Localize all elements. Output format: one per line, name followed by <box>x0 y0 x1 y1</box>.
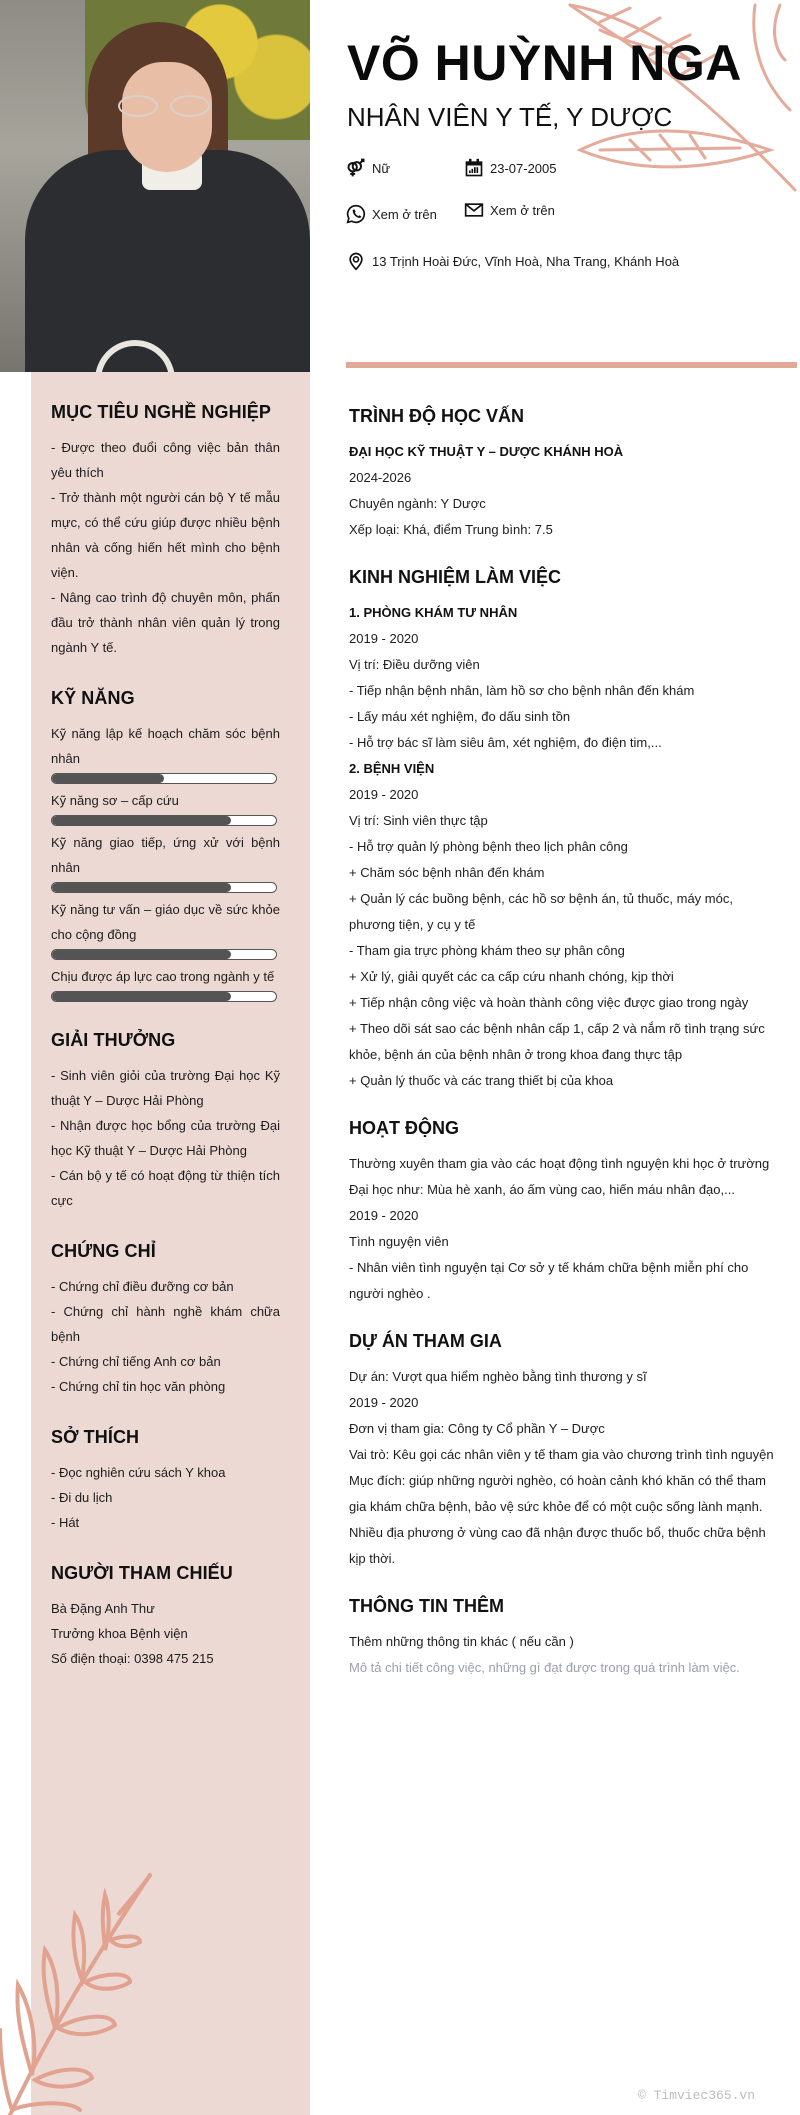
candidate-name: VÕ HUỲNH NGA <box>347 35 742 91</box>
additional-placeholder: Mô tả chi tiết công việc, những gì đạt được trong quá trình làm việc. <box>349 1660 740 1675</box>
job-title: NHÂN VIÊN Y TẾ, Y DƯỢC <box>347 102 673 132</box>
education-major: Chuyên ngành: Y Dược <box>349 496 486 511</box>
phone-value: Xem ở trên <box>372 206 437 222</box>
skill-item <box>51 830 280 893</box>
skill-fill <box>52 950 231 959</box>
skill-item <box>51 897 280 960</box>
job-line: - Tiếp nhận bệnh nhân, làm hồ sơ cho bệnh nhân đến khám <box>349 683 695 698</box>
section-title: GIẢI THƯỞNG <box>51 1030 176 1050</box>
job-line: + Chăm sóc bệnh nhân đến khám <box>349 865 545 880</box>
skill-fill <box>52 992 231 1001</box>
objective-section <box>51 402 280 660</box>
awards-section <box>51 1030 280 1213</box>
section-title: THÔNG TIN THÊM <box>349 1596 504 1616</box>
gender-value: Nữ <box>372 160 391 176</box>
profile-photo <box>0 0 310 372</box>
skill-bar <box>51 991 277 1002</box>
header <box>346 0 800 372</box>
sidebar <box>31 372 310 2115</box>
project-purpose: Mục đích: giúp những người nghèo, có hoàn cảnh khó khăn có thể tham gia khám chữa bệnh, bảo vệ sức khỏe để có một cuộc sống lành mạnh. Nhiều địa phương ở vùng cao đã nhận được thuốc bổ, thuốc chữa bệnh kịp thời. <box>349 1473 766 1566</box>
hobby-line: - Đi du lịch <box>51 1490 113 1505</box>
job-entry <box>349 600 779 756</box>
certificate-line: - Chứng chỉ tiếng Anh cơ bản <box>51 1354 221 1369</box>
job-line: + Tiếp nhận công việc và hoàn thành công việc được giao trong ngày <box>349 995 749 1010</box>
job-line: + Quản lý các buồng bệnh, các hồ sơ bệnh án, tủ thuốc, máy móc, phương tiện, y cụ y tế <box>349 891 733 932</box>
gender-info <box>346 158 390 178</box>
objective-line: - Được theo đuổi công việc bản thân yêu thích <box>51 440 280 480</box>
skill-bar <box>51 882 277 893</box>
skill-label: Chịu được áp lực cao trong ngành y tế <box>51 969 275 984</box>
job-line: - Lấy máu xét nghiệm, đo dấu sinh tồn <box>349 709 571 724</box>
project-unit: Đơn vị tham gia: Công ty Cổ phần Y – Dược <box>349 1421 605 1436</box>
job-entry <box>349 756 779 1094</box>
header-divider <box>346 362 797 368</box>
address-info <box>346 251 679 271</box>
activity-period: 2019 - 2020 <box>349 1208 419 1223</box>
certificate-line: - Chứng chỉ hành nghề khám chữa bệnh <box>51 1304 280 1344</box>
skill-label: Kỹ năng lập kế hoạch chăm sóc bệnh nhân <box>51 726 280 766</box>
skill-item <box>51 788 280 826</box>
education-period: 2024-2026 <box>349 470 412 485</box>
email-value: Xem ở trên <box>490 202 555 218</box>
section-title: CHỨNG CHỈ <box>51 1241 156 1261</box>
section-title: NGƯỜI THAM CHIẾU <box>51 1563 233 1583</box>
job-line: - Hỗ trợ quản lý phòng bệnh theo lịch phân công <box>349 839 628 854</box>
experience-section <box>349 567 779 1094</box>
job-line: - Tham gia trực phòng khám theo sự phân công <box>349 943 625 958</box>
skills-section <box>51 688 280 1002</box>
skill-bar <box>51 815 277 826</box>
address-value: 13 Trịnh Hoài Đức, Vĩnh Hoà, Nha Trang, Khánh Hoà <box>372 253 680 269</box>
award-line: - Nhận được học bổng của trường Đại học Kỹ thuật Y – Dược Hải Phòng <box>51 1118 280 1158</box>
activities-section <box>349 1118 779 1307</box>
section-title: KINH NGHIỆM LÀM VIỆC <box>349 567 562 587</box>
certificate-line: - Chứng chỉ tin học văn phòng <box>51 1379 226 1394</box>
project-name: Dự án: Vượt qua hiểm nghèo bằng tình thương y sĩ <box>349 1369 647 1384</box>
phone-info <box>346 204 437 224</box>
job-position: Vị trí: Điều dưỡng viên <box>349 657 480 672</box>
skill-item <box>51 964 280 1002</box>
award-line: - Sinh viên giỏi của trường Đại học Kỹ thuật Y – Dược Hải Phòng <box>51 1068 280 1108</box>
phone-icon <box>346 204 366 224</box>
envelope-icon <box>464 200 484 220</box>
section-title: HOẠT ĐỘNG <box>349 1118 459 1138</box>
skill-label: Kỹ năng giao tiếp, ứng xử với bệnh nhân <box>51 835 280 875</box>
references-section <box>51 1563 280 1671</box>
dob-value: 23-07-2005 <box>490 160 557 176</box>
watermark: © Timviec365.vn <box>638 2088 756 2103</box>
job-line: + Xử lý, giải quyết các ca cấp cứu nhanh chóng, kịp thời <box>349 969 674 984</box>
objective-line: - Trở thành một người cán bộ Y tế mẫu mực, có thể cứu giúp được nhiều bệnh nhân và cống hiến hết mình cho bệnh viện. <box>51 490 280 580</box>
skill-label: Kỹ năng tư vấn – giáo dục về sức khỏe cho cộng đồng <box>51 902 280 942</box>
activity-role: Tình nguyện viên <box>349 1234 449 1249</box>
certificates-section <box>51 1241 280 1399</box>
additional-section <box>349 1596 779 1681</box>
job-company: 2. BỆNH VIỆN <box>349 761 435 776</box>
skill-fill <box>52 816 231 825</box>
education-section <box>349 406 779 543</box>
dob-info <box>464 158 557 178</box>
skill-bar <box>51 773 277 784</box>
email-info <box>464 200 555 220</box>
job-period: 2019 - 2020 <box>349 631 419 646</box>
photo-glasses <box>118 95 216 119</box>
section-title: SỞ THÍCH <box>51 1427 140 1447</box>
gender-icon <box>346 158 366 178</box>
project-period: 2019 - 2020 <box>349 1395 419 1410</box>
section-title: TRÌNH ĐỘ HỌC VẤN <box>349 406 524 426</box>
reference-line: Trưởng khoa Bệnh viện <box>51 1626 188 1641</box>
hobbies-section <box>51 1427 280 1535</box>
project-role: Vai trò: Kêu gọi các nhân viên y tế tham gia vào chương trình tình nguyện <box>349 1447 774 1462</box>
award-line: - Cán bộ y tế có hoạt động từ thiện tích cực <box>51 1168 280 1208</box>
map-pin-icon <box>346 251 366 271</box>
job-line: + Quản lý thuốc và các trang thiết bị của khoa <box>349 1073 614 1088</box>
projects-section <box>349 1331 779 1572</box>
section-title: DỰ ÁN THAM GIA <box>349 1331 502 1351</box>
skill-fill <box>52 883 231 892</box>
reference-line: Bà Đặng Anh Thư <box>51 1601 155 1616</box>
skill-fill <box>52 774 164 783</box>
school-name: ĐẠI HỌC KỸ THUẬT Y – DƯỢC KHÁNH HOÀ <box>349 444 624 459</box>
job-line: + Theo dõi sát sao các bệnh nhân cấp 1, cấp 2 và nắm rõ tình trạng sức khỏe, bệnh án của bệnh nhân ở trong khoa đang thực tập <box>349 1021 765 1062</box>
certificate-line: - Chứng chỉ điều đưỡng cơ bản <box>51 1279 234 1294</box>
job-position: Vị trí: Sinh viên thực tập <box>349 813 488 828</box>
activity-description: Thường xuyên tham gia vào các hoạt động tình nguyện khi học ở trường Đại học như: Mùa hè xanh, áo ấm vùng cao, hiến máu nhân đạo,... <box>349 1156 770 1197</box>
activity-detail: - Nhân viên tình nguyện tại Cơ sở y tế khám chữa bệnh miễn phí cho người nghèo . <box>349 1260 749 1301</box>
section-title: KỸ NĂNG <box>51 688 135 708</box>
objective-line: - Nâng cao trình độ chuyên môn, phấn đầu trở thành nhân viên quản lý trong ngành Y tế. <box>51 590 280 655</box>
job-company: 1. PHÒNG KHÁM TƯ NHÂN <box>349 605 518 620</box>
main-column <box>349 392 779 1705</box>
additional-text: Thêm những thông tin khác ( nếu cần ) <box>349 1634 574 1649</box>
section-title: MỤC TIÊU NGHỀ NGHIỆP <box>51 402 272 422</box>
skill-bar <box>51 949 277 960</box>
skill-label: Kỹ năng sơ – cấp cứu <box>51 793 179 808</box>
hobby-line: - Đọc nghiên cứu sách Y khoa <box>51 1465 226 1480</box>
job-line: - Hỗ trợ bác sĩ làm siêu âm, xét nghiệm, đo điện tim,... <box>349 735 662 750</box>
education-grade: Xếp loại: Khá, điểm Trung bình: 7.5 <box>349 522 553 537</box>
reference-line: Số điện thoại: 0398 475 215 <box>51 1651 214 1666</box>
skill-item <box>51 721 280 784</box>
calendar-icon <box>464 158 484 178</box>
job-period: 2019 - 2020 <box>349 787 419 802</box>
hobby-line: - Hát <box>51 1515 80 1530</box>
